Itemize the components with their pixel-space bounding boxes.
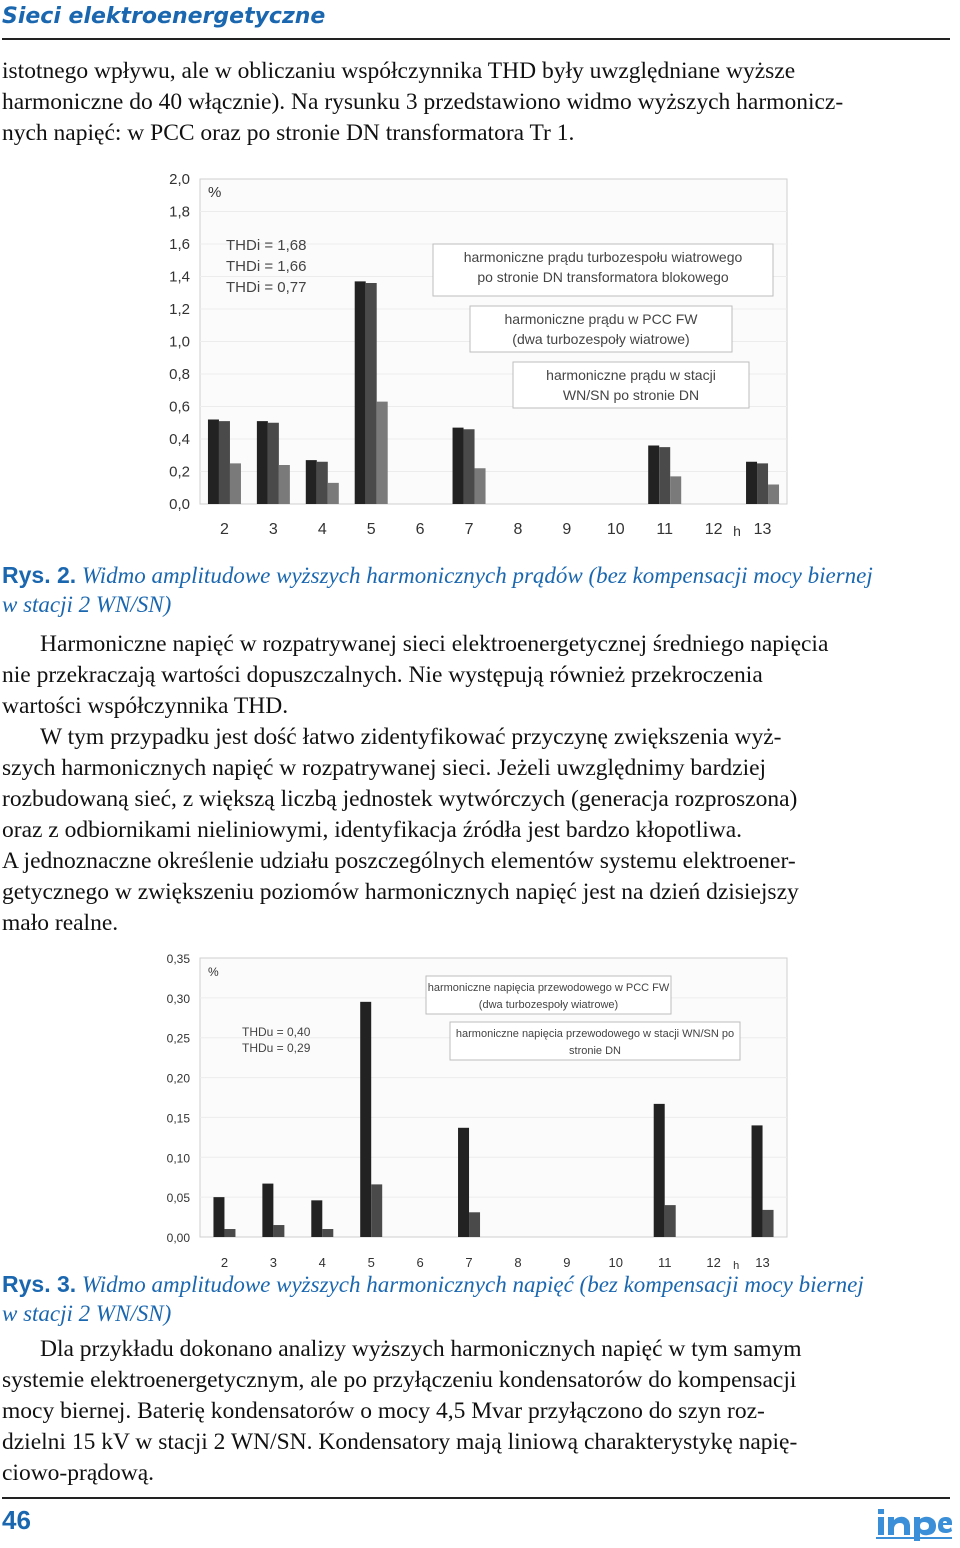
caption-text: w stacji 2 WN/SN) (2, 592, 172, 617)
y-tick-label: 0,35 (166, 952, 190, 966)
bar-series-2 (224, 1229, 235, 1237)
text-line: Dla przykładu dokonano analizy wyższych harmonicznych napięć w tym samym (40, 1336, 802, 1362)
y-tick-label: 1,4 (169, 268, 190, 286)
bar-series-2 (763, 1210, 774, 1237)
x-tick-label: 12 (706, 1255, 721, 1270)
y-unit-label: % (208, 965, 219, 979)
legend-entry: (dwa turbozespoły wiatrowe) (478, 999, 619, 1011)
x-tick-label: 8 (514, 1255, 522, 1270)
legend-entry: po stronie DN transformatora blokowego (477, 269, 729, 285)
text-line: nych napięć: w PCC oraz po stronie DN transformatora Tr 1. (2, 120, 575, 146)
y-tick-label: 0,00 (166, 1231, 190, 1245)
x-tick-label: 6 (416, 1255, 424, 1270)
bar-series-1 (654, 1104, 665, 1237)
bar-series-1 (360, 1002, 371, 1237)
bar-series-2 (268, 423, 279, 504)
x-tick-label: 5 (367, 1255, 375, 1270)
text-line: istotnego wpływu, ale w obliczaniu współczynnika THD były uwzględniane wyższe (2, 58, 796, 84)
legend-entry: harmoniczne prądu w PCC FW (504, 311, 698, 327)
legend-entry: (dwa turbozespoły wiatrowe) (512, 331, 690, 347)
x-tick-label: 4 (318, 1255, 326, 1270)
text-line: getycznego w zwiększeniu poziomów harmonicznych napięć jest na dzień dzisiejszy (2, 879, 799, 905)
bar-series-1 (208, 420, 219, 505)
y-tick-label: 1,2 (169, 301, 190, 318)
figure-label: Rys. 2. (2, 562, 77, 588)
x-tick-label: 2 (220, 521, 229, 538)
bar-series-2 (659, 447, 670, 504)
y-tick-label: 0,15 (166, 1111, 190, 1126)
legend-entry: harmoniczne napięcia przewodowego w PCC FW (427, 982, 670, 994)
bar-series-3 (670, 476, 681, 504)
text-line: oraz z odbiornikami nieliniowymi, identyfikacja źródła jest bardzo kłopotliwa. (2, 817, 743, 843)
x-tick-label: 10 (608, 1255, 624, 1270)
y-unit-label: % (208, 184, 222, 201)
y-tick-label: 0,0 (169, 496, 190, 513)
figure-2-caption (2, 561, 950, 619)
figure-2-chart (150, 166, 800, 546)
text-line: rozbudowaną sieć, z większą liczbą jednostek wytwórczych (generacja rozproszona) (2, 786, 798, 812)
inpe-logo-icon (876, 1503, 952, 1541)
text-line: nie przekraczają wartości dopuszczalnych. Nie występują również przekroczenia (2, 662, 763, 688)
y-tick-label: 0,8 (169, 366, 190, 383)
x-tick-label: 9 (562, 521, 572, 538)
x-tick-label: 7 (465, 1255, 473, 1270)
text-line: szych harmonicznych napięć w rozpatrywanej sieci. Jeżeli uwzględnimy bardziej (2, 755, 767, 781)
bar-series-1 (458, 1128, 469, 1237)
bar-series-1 (648, 446, 659, 505)
bar-series-1 (311, 1200, 322, 1237)
x-tick-label: 12 (704, 521, 723, 538)
legend-entry: stronie DN (569, 1045, 621, 1057)
x-axis-label: h (733, 1260, 740, 1270)
thd-annotation: THDi = 1,68 (226, 237, 307, 254)
journal-section-title: Sieci elektroenergetyczne (2, 4, 326, 29)
legend-entry: harmoniczne napięcia przewodowego w stacji WN/SN po (455, 1028, 735, 1040)
thd-annotation: THDu = 0,40 (242, 1025, 311, 1039)
x-tick-label: 3 (268, 521, 278, 538)
y-tick-label: 0,2 (169, 463, 190, 481)
page-number: 46 (2, 1505, 31, 1535)
x-tick-label: 13 (753, 521, 772, 538)
y-tick-label: 1,0 (169, 333, 190, 351)
text-line: harmoniczne do 40 włącznie). Na rysunku 3 przedstawiono widmo wyższych harmonicz- (2, 89, 844, 115)
y-tick-label: 0,30 (166, 991, 190, 1006)
bar-series-3 (768, 485, 779, 505)
bar-series-3 (328, 483, 339, 504)
text-line: wartości współczynnika THD. (2, 693, 289, 719)
text-line: mało realne. (2, 910, 119, 936)
legend-entry: harmoniczne prądu turbozespołu wiatrowego (463, 249, 743, 265)
x-tick-label: 7 (464, 521, 474, 538)
bar-series-1 (752, 1125, 763, 1237)
running-header (2, 2, 950, 40)
x-axis-label: h (733, 523, 741, 539)
bar-series-3 (377, 402, 388, 504)
bar-series-2 (273, 1225, 284, 1237)
figure-label: Rys. 3. (2, 1271, 77, 1297)
bar-series-3 (279, 465, 290, 504)
y-tick-label: 0,10 (166, 1151, 190, 1166)
text-line: systemie elektroenergetycznym, ale po przyłączeniu kondensatorów do kompensacji (2, 1367, 797, 1393)
caption-text: Widmo amplitudowe wyższych harmonicznych napięć (bez kompensacji mocy biernej (81, 1272, 864, 1297)
figure-3-caption (2, 1270, 950, 1328)
thd-annotation: THDu = 0,29 (242, 1041, 311, 1055)
y-tick-label: 1,6 (169, 236, 190, 253)
bar-series-2 (219, 421, 230, 504)
text-line: ciowo-prądową. (2, 1460, 155, 1486)
x-tick-label: 10 (606, 521, 625, 538)
bar-series-1 (257, 421, 268, 504)
x-tick-label: 11 (657, 1255, 672, 1270)
bar-series-2 (317, 462, 328, 504)
bar-series-2 (469, 1212, 480, 1237)
x-tick-label: 9 (563, 1255, 571, 1270)
caption-text: w stacji 2 WN/SN) (2, 1301, 172, 1326)
y-tick-label: 0,05 (166, 1191, 190, 1206)
bar-series-1 (453, 428, 464, 504)
x-tick-label: 8 (513, 521, 523, 538)
text-line: W tym przypadku jest dość łatwo zidentyfikować przyczynę zwiększenia wyż- (40, 724, 782, 750)
bar-series-1 (306, 460, 317, 504)
body-paragraph-2 (2, 1334, 950, 1489)
x-tick-label: 4 (317, 521, 327, 538)
y-tick-label: 0,6 (169, 398, 190, 416)
bar-series-2 (322, 1229, 333, 1237)
text-line: dzielni 15 kV w stacji 2 WN/SN. Kondensatory mają liniową charakterystykę napię- (2, 1429, 798, 1455)
legend-entry: WN/SN po stronie DN (562, 387, 700, 403)
bar-series-1 (355, 281, 366, 504)
x-tick-label: 11 (656, 521, 674, 538)
x-tick-label: 2 (220, 1255, 229, 1270)
bar-series-2 (665, 1205, 676, 1237)
x-tick-label: 5 (366, 521, 376, 538)
bar-series-2 (464, 429, 475, 504)
text-line: mocy biernej. Baterię kondensatorów o mocy 4,5 Mvar przyłączono do szyn roz- (2, 1398, 765, 1424)
legend-entry: harmoniczne prądu w stacji (546, 367, 716, 383)
footer-rule (2, 1497, 950, 1499)
bar-series-3 (230, 463, 241, 504)
body-paragraph-1 (2, 629, 950, 939)
thd-annotation: THDi = 0,77 (226, 279, 307, 296)
figure-3-chart (150, 948, 800, 1270)
bar-series-1 (262, 1184, 273, 1237)
caption-text: Widmo amplitudowe wyższych harmonicznych prądów (bez kompensacji mocy biernej (81, 563, 873, 588)
bar-series-2 (371, 1184, 382, 1237)
bar-series-2 (757, 463, 768, 504)
thd-annotation: THDi = 1,66 (226, 258, 307, 275)
bar-series-3 (475, 468, 486, 504)
bar-series-2 (366, 283, 377, 504)
x-tick-label: 3 (269, 1255, 277, 1270)
y-tick-label: 0,4 (169, 431, 190, 448)
bar-series-1 (746, 462, 757, 504)
y-tick-label: 0,20 (166, 1071, 190, 1086)
text-line: A jednoznaczne określenie udziału poszczególnych elementów systemu elektroener- (2, 848, 796, 874)
text-line: Harmoniczne napięć w rozpatrywanej sieci elektroenergetycznej średniego napięcia (40, 631, 829, 657)
x-tick-label: 13 (755, 1255, 770, 1270)
x-tick-label: 6 (415, 521, 425, 538)
y-tick-label: 0,25 (166, 1031, 190, 1046)
y-tick-label: 1,8 (169, 203, 190, 221)
intro-paragraph (2, 56, 950, 149)
y-tick-label: 2,0 (169, 171, 190, 188)
bar-series-1 (213, 1197, 224, 1237)
